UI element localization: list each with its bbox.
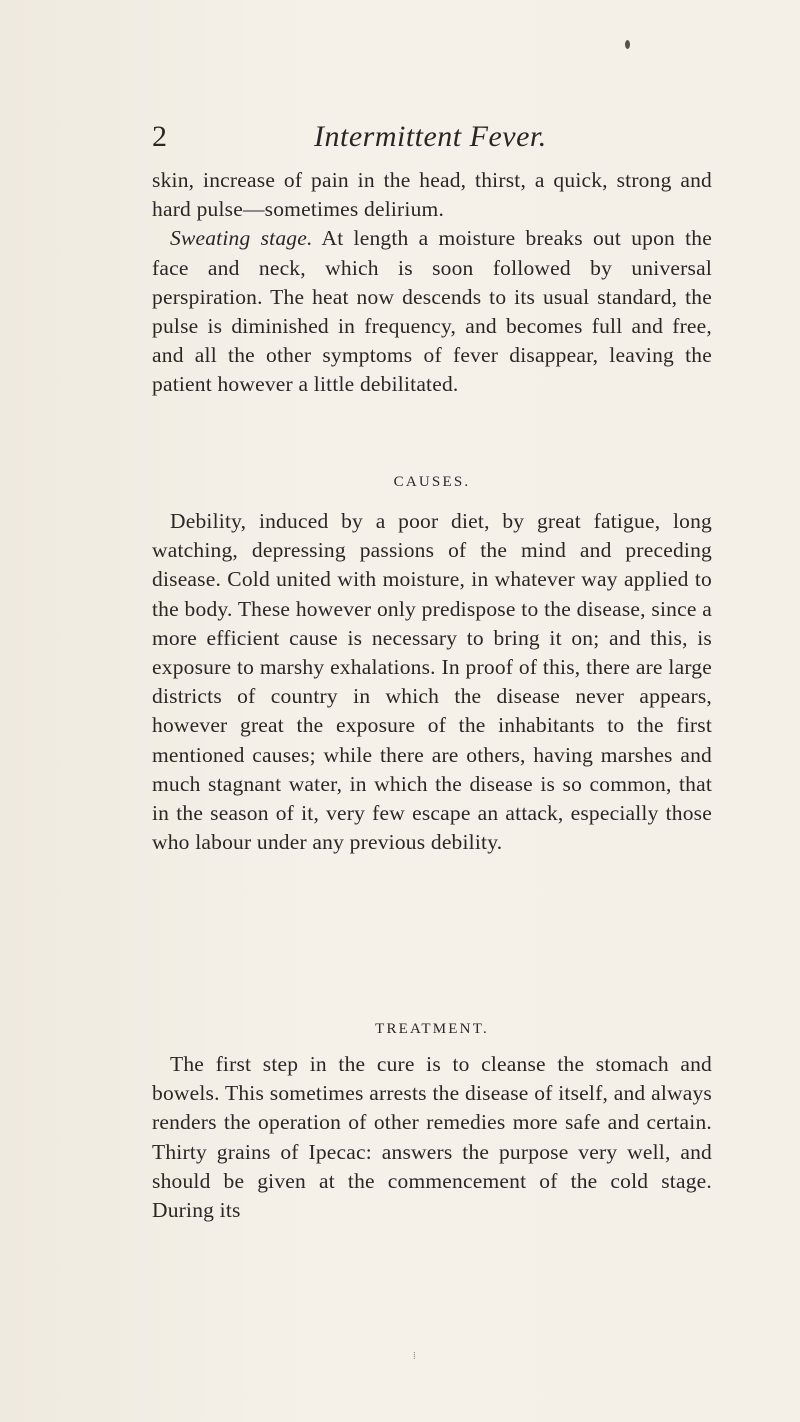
page-header (152, 120, 712, 160)
intro-paragraph-2-text: At length a moisture breaks out upon the face and neck, which is soon followed by universal perspiration. The heat now descends to its usual standard, the pulse is diminished in frequency, and becomes full and free, and all the other symptoms of fever disappear, leaving the patient however a little debilitated. (152, 226, 713, 397)
treatment-heading: TREATMENT. (375, 1021, 489, 1037)
causes-text (152, 507, 712, 857)
intro-paragraph-2 (152, 224, 712, 399)
treatment-text (152, 1050, 712, 1225)
causes-paragraph: Debility, induced by a poor diet, by great fatigue, long watching, depressing passions of the mind and preceding disease. Cold united with moisture, in whatever way applied to the body. These however only predispose to the disease, since a more efficient cause is necessary to bring it on; and this, is exposure to marshy exhalations. In proof of this, there are large districts of country in which the disease never appears, however great the exposure of the inhabitants to the first mentioned causes; while there are others, having marshes and much stagnant water, in which the disease is so common, that in the season of it, very few escape an attack, especially those who labour under any previous debility. (152, 509, 712, 855)
causes-heading: CAUSES. (393, 474, 471, 490)
running-title: Intermittent Fever. (314, 120, 547, 153)
page-number: 2 (152, 120, 167, 153)
intro-paragraph-1: skin, increase of pain in the head, thirst, a quick, strong and hard pulse—sometimes delirium. (152, 168, 712, 222)
intro-text (152, 166, 712, 400)
sweating-stage-label: Sweating stage. (170, 226, 313, 251)
printer-mark-icon: ⁞ (413, 1351, 416, 1362)
ink-speck (625, 40, 630, 49)
treatment-paragraph: The first step in the cure is to cleanse the stomach and bowels. This sometimes arrests the disease of itself, and always renders the operation of other remedies more safe and certain. Thirty grains of Ipecac: answers the purpose very well, and should be given at the commencement of the cold stage. During its (152, 1052, 712, 1223)
